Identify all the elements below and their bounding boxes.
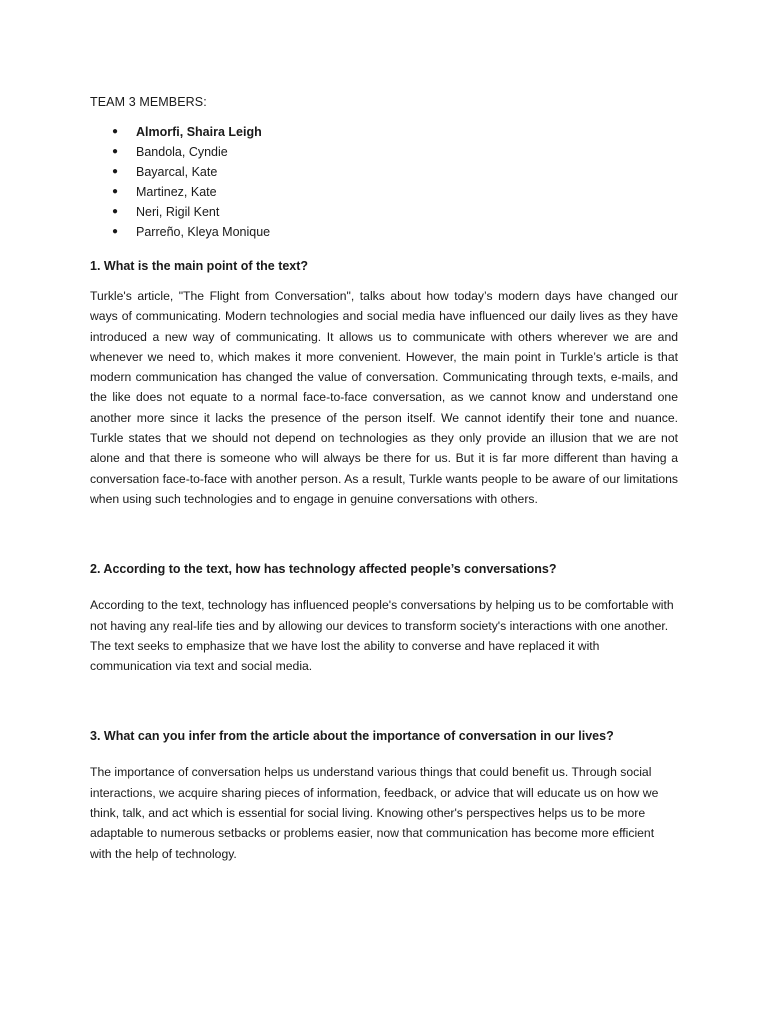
answer-2-paragraph: According to the text, technology has influenced people's conversations by helping us to be comfortable with not having any real-life ties and by allowing our devices to transform society's interactions with one another. The text seeks to emphasize that we have lost the ability to converse and have replaced it with communication via text and social media. [90, 598, 674, 674]
list-item [112, 122, 678, 142]
list-item [112, 182, 678, 202]
member-name: Parreño, Kleya Monique [136, 225, 271, 239]
question-2-heading: 2. According to the text, how has technology affected people’s conversations? [90, 562, 557, 577]
bullet-icon: ● [112, 186, 119, 197]
bullet-icon: ● [112, 146, 119, 157]
member-name: Bayarcal, Kate [136, 165, 218, 179]
bullet-icon: ● [112, 226, 119, 237]
list-item [112, 222, 678, 242]
member-name: Martinez, Kate [136, 185, 217, 199]
question-1-heading: 1. What is the main point of the text? [90, 259, 309, 273]
bullet-icon: ● [112, 126, 119, 137]
bullet-icon: ● [112, 166, 119, 177]
member-name: Bandola, Cyndie [136, 145, 228, 159]
team-members-list [90, 122, 678, 242]
document-page [90, 92, 678, 864]
bullet-icon: ● [112, 206, 119, 217]
team-heading: TEAM 3 MEMBERS: [90, 95, 207, 109]
member-name: Almorfi, Shaira Leigh [136, 125, 262, 139]
answer-1-paragraph: Turkle's article, "The Flight from Conversation", talks about how today’s modern days have changed our ways of communicating. Modern technologies and social media have influenced our daily lives as they have introduced a new way of communicating. It allows us to communicate with others wherever we are and whenever we need to, which makes it more convenient. However, the main point in Turkle’s article is that modern communication has changed the value of conversation. Communicating through texts, e-mails, and the like does not equate to a normal face-to-face conversation, as we cannot know and understand one another more since it lacks the presence of the person itself. We cannot identify their tone and nuance. Turkle states that we should not depend on technologies as they only provide an illusion that we are not alone and that there is someone who will always be there for us. But it is far more different than having a conversation face-to-face with another person. As a result, Turkle wants people to be aware of our limitations when using such technologies and to engage in genuine conversations with others. [90, 289, 678, 506]
member-name: Neri, Rigil Kent [136, 205, 220, 219]
list-item [112, 142, 678, 162]
question-3-heading: 3. What can you infer from the article about the importance of conversation in our lives? [90, 729, 614, 744]
list-item [112, 162, 678, 182]
answer-3-paragraph: The importance of conversation helps us understand various things that could benefit us. Through social interactions, we acquire sharing pieces of information, feedback, or advice that will educate us on how we think, talk, and act which is essential for social living. Knowing other's perspectives helps us to be more adaptable to numerous setbacks or problems easier, now that communication has become more efficient with the help of technology. [90, 765, 659, 861]
list-item [112, 202, 678, 222]
